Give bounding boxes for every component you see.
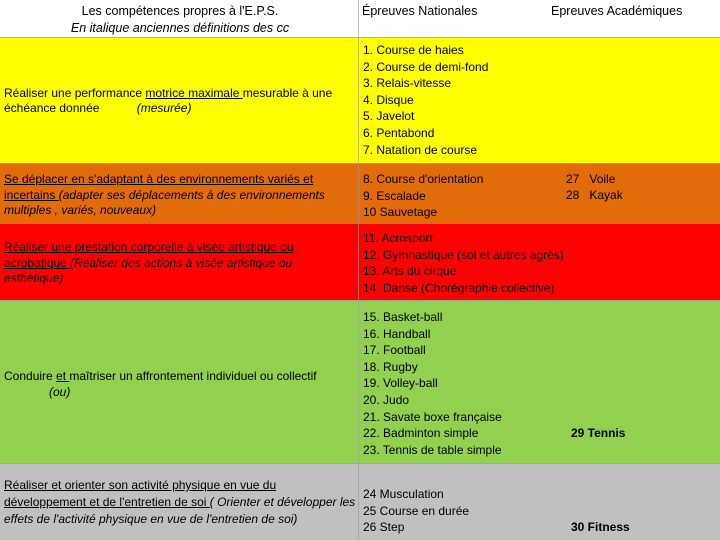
epreuves-list-deplacement bbox=[363, 171, 563, 221]
list-item: 25 Course en durée bbox=[363, 503, 470, 518]
list-item: 23. Tennis de table simple bbox=[363, 442, 502, 457]
competence-performance bbox=[4, 86, 356, 116]
competence-underlined-text: Se déplacer en s'adaptant à des environnements variés et incertains bbox=[4, 172, 314, 202]
list-item: 17. Football bbox=[363, 343, 426, 358]
list-item: 22. Badminton simple bbox=[363, 426, 479, 441]
header-nationales: Épreuves Nationales bbox=[362, 4, 478, 18]
list-item: 5. Javelot bbox=[363, 109, 415, 124]
epreuve-label: Kayak bbox=[589, 188, 623, 202]
old-definition-text: ( Orienter et développer les effets de l'activité physique en vue de l'entretien de soi) bbox=[4, 495, 356, 526]
competence-entretien bbox=[4, 477, 356, 528]
competence-underlined-text: motrice maximale bbox=[145, 86, 243, 100]
old-definition-text: (Réaliser des actions à visée artistique ou esthétique) bbox=[4, 255, 293, 285]
list-item: 6. Pentabond bbox=[363, 125, 435, 140]
epreuves-list-affrontement bbox=[363, 309, 563, 458]
row-divider bbox=[0, 463, 720, 464]
list-item: 19. Volley-ball bbox=[363, 376, 438, 391]
epreuves-list-entretien bbox=[363, 486, 563, 536]
epreuve-number: 28 bbox=[566, 188, 580, 202]
list-item: 1. Course de haies bbox=[363, 43, 464, 57]
header-academiques: Epreuves Académiques bbox=[551, 4, 683, 18]
row-divider bbox=[0, 300, 720, 301]
list-item: 3. Relais-vitesse bbox=[363, 76, 452, 91]
competence-deplacement bbox=[4, 172, 356, 219]
row-divider bbox=[0, 223, 720, 224]
competence-text: mesurable à une échéance donnée bbox=[4, 86, 333, 115]
list-item: 18. Rugby bbox=[363, 359, 418, 374]
academique-kayak bbox=[566, 188, 623, 202]
list-item: 7. Natation de course bbox=[363, 142, 478, 157]
competence-text: Réaliser une performance bbox=[4, 86, 146, 100]
list-item: 14. Danse (Chorégraphie collective) bbox=[363, 280, 555, 295]
epreuve-number: 27 bbox=[566, 172, 580, 186]
list-item: 2. Course de demi-fond bbox=[363, 59, 489, 74]
list-item: 4. Disque bbox=[363, 92, 414, 107]
list-item: 9. Escalade bbox=[363, 188, 426, 203]
academique-tennis: 29 Tennis bbox=[571, 426, 626, 440]
list-item: 20. Judo bbox=[363, 392, 410, 407]
header-competences bbox=[0, 3, 360, 37]
header-subtitle: En italique anciennes définitions des cc bbox=[70, 21, 290, 35]
list-item: 8. Course d'orientation bbox=[363, 172, 484, 186]
competence-affrontement bbox=[4, 368, 356, 400]
list-item: 12. Gymnastique (sol et autres agrès) bbox=[363, 247, 564, 262]
header-title: Les compétences propres à l'E.P.S. bbox=[81, 4, 279, 18]
competence-underlined-text: Réaliser une prestation corporelle à visée artistique ou acrobatique bbox=[4, 240, 294, 270]
list-item: 11. Acrosport bbox=[363, 231, 433, 245]
academique-fitness: 30 Fitness bbox=[571, 520, 630, 534]
academique-voile bbox=[566, 172, 615, 186]
competence-text: Conduire bbox=[4, 369, 57, 383]
list-item: 24 Musculation bbox=[363, 487, 444, 501]
old-definition-text: (ou) bbox=[49, 385, 71, 399]
list-item: 21. Savate boxe française bbox=[363, 409, 502, 424]
old-definition-text: (mesurée) bbox=[136, 101, 192, 115]
list-item: 16. Handball bbox=[363, 326, 431, 341]
epreuves-list-performance bbox=[363, 42, 563, 158]
competence-underlined-text: Réaliser et orienter son activité physique en vue du développement et de l'entretien de soi bbox=[4, 478, 277, 509]
column-divider bbox=[358, 0, 359, 540]
competence-underlined-text: et bbox=[56, 369, 70, 383]
list-item: 13. Arts du cirque bbox=[363, 264, 457, 279]
list-item: 10 Sauvetage bbox=[363, 205, 438, 220]
row-divider bbox=[0, 37, 720, 38]
epreuve-label: Voile bbox=[589, 172, 616, 186]
list-item: 26 Step bbox=[363, 520, 405, 535]
list-item: 15. Basket-ball bbox=[363, 310, 443, 324]
competence-text: maîtriser un affrontement individuel ou collectif bbox=[69, 369, 317, 383]
row-divider bbox=[0, 163, 720, 164]
old-definition-text: (adapter ses déplacements à des environnements multiples , variés, nouveaux) bbox=[4, 187, 325, 217]
epreuves-list-artistique bbox=[363, 230, 603, 296]
competence-artistique bbox=[4, 240, 324, 287]
